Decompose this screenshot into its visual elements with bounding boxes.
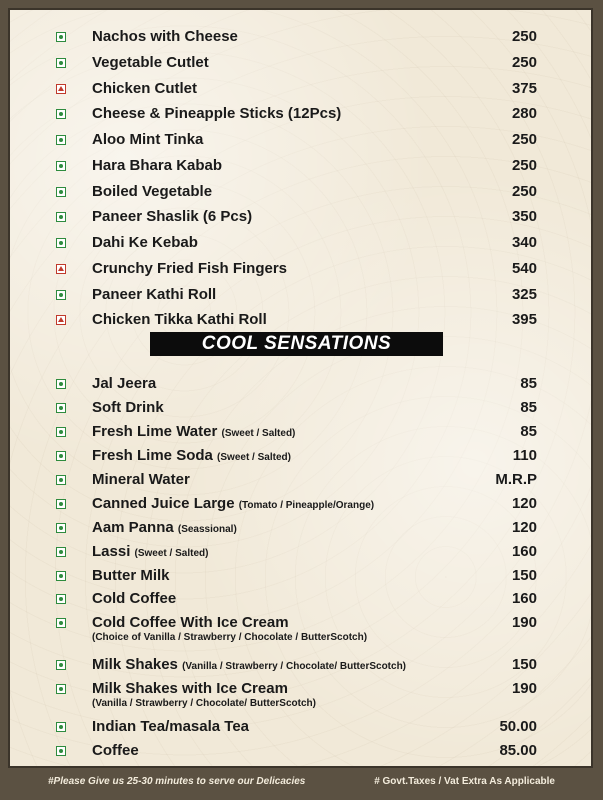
item-price: 325 xyxy=(511,286,537,303)
nonveg-icon xyxy=(56,264,66,274)
menu-item xyxy=(0,285,585,307)
veg-icon xyxy=(56,135,66,145)
menu-item xyxy=(0,156,585,178)
item-price: 395 xyxy=(511,311,537,328)
item-name: Coffee xyxy=(92,742,139,759)
menu-item xyxy=(0,27,585,49)
item-price: 150 xyxy=(511,656,537,673)
item-name: Nachos with Cheese xyxy=(92,28,238,45)
item-note: (Sweet / Salted) xyxy=(134,548,209,559)
menu-item xyxy=(0,130,585,152)
item-price: 50.00 xyxy=(499,718,537,735)
veg-icon xyxy=(56,684,66,694)
item-name: Mineral Water xyxy=(92,471,190,488)
nonveg-icon xyxy=(56,315,66,325)
item-subnote: (Vanilla / Strawberry / Chocolate/ ButterScotch) xyxy=(92,698,316,709)
item-price: 110 xyxy=(512,447,537,464)
item-subnote: (Choice of Vanilla / Strawberry / Chocolate / ButterScotch) xyxy=(92,632,368,643)
item-price: 120 xyxy=(511,495,537,512)
footer-note-left: #Please Give us 25-30 minutes to serve our Delicacies xyxy=(48,776,306,787)
item-name: Paneer Shaslik (6 Pcs) xyxy=(92,208,253,225)
item-price: M.R.P xyxy=(495,471,537,488)
item-price: 190 xyxy=(511,614,537,631)
item-name: Soft Drink xyxy=(92,399,164,416)
item-name: Cold Coffee With Ice Cream xyxy=(92,614,289,631)
menu-item xyxy=(0,182,585,204)
item-price: 250 xyxy=(511,183,537,200)
veg-icon xyxy=(56,212,66,222)
item-price: 250 xyxy=(511,157,537,174)
menu-item xyxy=(0,422,585,444)
veg-icon xyxy=(56,187,66,197)
menu-item xyxy=(0,470,585,492)
veg-icon xyxy=(56,290,66,300)
menu-item xyxy=(0,207,585,229)
menu-item xyxy=(0,446,585,468)
menu-item xyxy=(0,717,585,739)
veg-icon xyxy=(56,594,66,604)
item-price: 190 xyxy=(511,680,537,697)
veg-icon xyxy=(56,547,66,557)
section-banner: COOL SENSATIONS xyxy=(150,332,443,356)
menu-item xyxy=(0,259,585,281)
veg-icon xyxy=(56,32,66,42)
item-name: Lassi (Sweet / Salted) xyxy=(92,543,209,560)
menu-item xyxy=(0,494,585,516)
item-name: Boiled Vegetable xyxy=(92,183,213,200)
veg-icon xyxy=(56,427,66,437)
item-name: Fresh Lime Water (Sweet / Salted) xyxy=(92,423,296,440)
item-name: Chicken Cutlet xyxy=(92,80,198,97)
item-price: 340 xyxy=(511,234,537,251)
item-name: Cold Coffee xyxy=(92,590,177,607)
veg-icon xyxy=(56,379,66,389)
footer-note-right: # Govt.Taxes / Vat Extra As Applicable xyxy=(374,776,555,787)
menu-item xyxy=(0,233,585,255)
item-name: Cheese & Pineapple Sticks (12Pcs) xyxy=(92,105,342,122)
veg-icon xyxy=(56,618,66,628)
veg-icon xyxy=(56,746,66,756)
item-name: Indian Tea/masala Tea xyxy=(92,718,250,735)
item-note: (Vanilla / Strawberry / Chocolate/ ButterScotch) xyxy=(182,661,407,672)
veg-icon xyxy=(56,238,66,248)
item-name: Paneer Kathi Roll xyxy=(92,286,217,303)
veg-icon xyxy=(56,571,66,581)
nonveg-icon xyxy=(56,84,66,94)
item-price: 375 xyxy=(511,80,537,97)
item-name: Milk Shakes (Vanilla / Strawberry / Chocolate/ ButterScotch) xyxy=(92,656,407,673)
item-note: (Sweet / Salted) xyxy=(217,452,291,463)
item-price: 85.00 xyxy=(499,742,537,759)
item-note: (Tomato / Pineapple/Orange) xyxy=(238,500,375,511)
menu-item xyxy=(0,374,585,396)
item-name: Crunchy Fried Fish Fingers xyxy=(92,260,288,277)
item-name: Jal Jeera xyxy=(92,375,157,392)
item-name: Hara Bhara Kabab xyxy=(92,157,223,174)
item-note: (Seassional) xyxy=(177,524,237,535)
item-name: Dahi Ke Kebab xyxy=(92,234,198,251)
item-note: (Sweet / Salted) xyxy=(221,428,296,439)
item-name: Chicken Tikka Kathi Roll xyxy=(92,311,267,328)
menu-item xyxy=(0,589,585,611)
veg-icon xyxy=(56,475,66,485)
item-price: 85 xyxy=(520,399,537,416)
item-price: 350 xyxy=(511,208,537,225)
menu-item xyxy=(0,741,585,763)
veg-icon xyxy=(56,161,66,171)
item-name: Vegetable Cutlet xyxy=(92,54,209,71)
item-price: 540 xyxy=(511,260,537,277)
item-name: Milk Shakes with Ice Cream xyxy=(92,680,288,697)
veg-icon xyxy=(56,403,66,413)
item-name: Canned Juice Large (Tomato / Pineapple/Orange) xyxy=(92,495,375,512)
menu-item xyxy=(0,104,585,126)
menu-item xyxy=(0,398,585,420)
item-price: 85 xyxy=(520,423,537,440)
veg-icon xyxy=(56,660,66,670)
menu-item xyxy=(0,655,585,677)
item-name: Butter Milk xyxy=(92,567,170,584)
menu-item xyxy=(0,310,585,332)
item-price: 120 xyxy=(511,519,537,536)
veg-icon xyxy=(56,451,66,461)
item-price: 160 xyxy=(511,543,537,560)
menu-item xyxy=(0,679,585,719)
menu-item xyxy=(0,53,585,75)
veg-icon xyxy=(56,58,66,68)
menu-item xyxy=(0,613,585,653)
item-price: 280 xyxy=(511,105,537,122)
item-name: Aloo Mint Tinka xyxy=(92,131,204,148)
item-price: 250 xyxy=(511,54,537,71)
veg-icon xyxy=(56,722,66,732)
item-name: Fresh Lime Soda (Sweet / Salted) xyxy=(92,447,291,464)
item-price: 250 xyxy=(511,28,537,45)
veg-icon xyxy=(56,499,66,509)
menu-item xyxy=(0,566,585,588)
item-price: 160 xyxy=(511,590,537,607)
menu-item xyxy=(0,542,585,564)
item-price: 85 xyxy=(520,375,537,392)
veg-icon xyxy=(56,523,66,533)
menu-item xyxy=(0,79,585,101)
menu-item xyxy=(0,518,585,540)
veg-icon xyxy=(56,109,66,119)
item-price: 150 xyxy=(511,567,537,584)
item-name: Aam Panna (Seassional) xyxy=(92,519,237,536)
item-price: 250 xyxy=(511,131,537,148)
